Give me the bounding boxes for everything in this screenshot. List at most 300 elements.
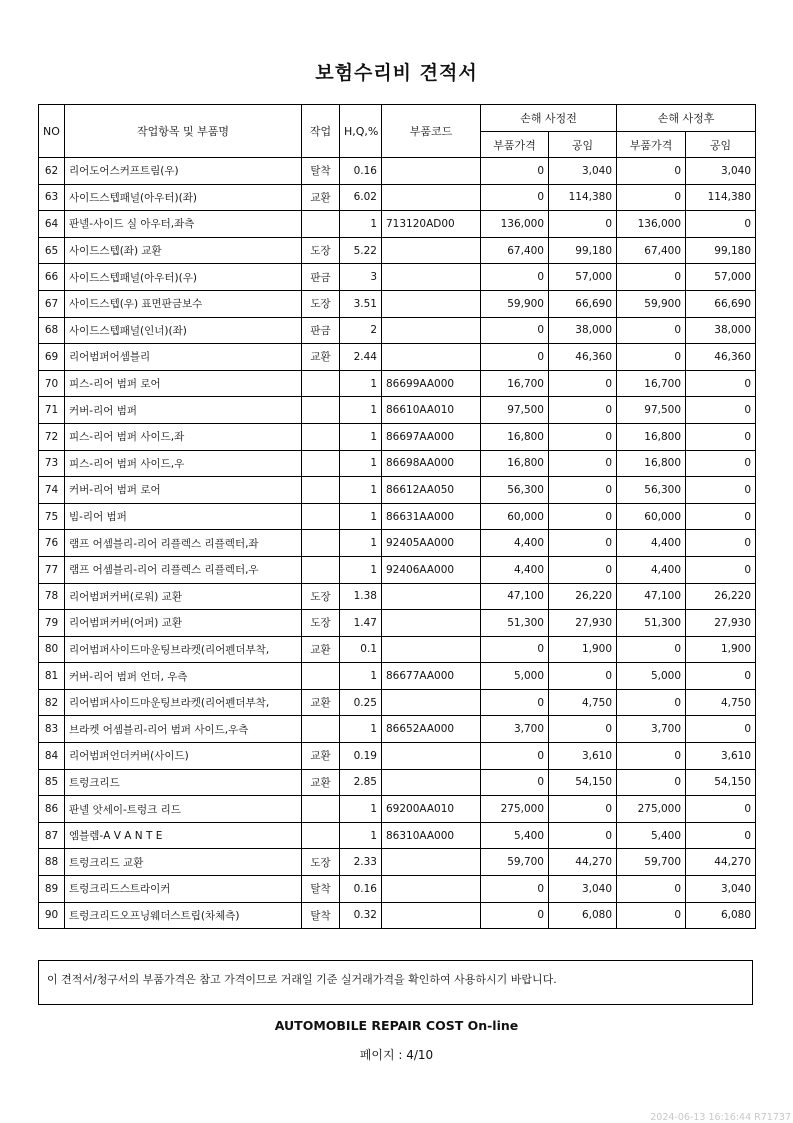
cell-before-labor: 0 (549, 477, 617, 504)
cell-item: 트렁크리드스트라이커 (65, 876, 302, 903)
cell-hq: 1 (340, 397, 382, 424)
table-row (39, 636, 756, 663)
cell-after-part-price: 59,900 (617, 290, 686, 317)
cell-item: 엠블렘-A V A N T E (65, 822, 302, 849)
cell-before-labor: 44,270 (549, 849, 617, 876)
cell-hq: 0.16 (340, 876, 382, 903)
table-row (39, 423, 756, 450)
cell-work: 탈착 (302, 902, 340, 929)
header-after: 손해 사정후 (617, 105, 756, 132)
cell-work: 도장 (302, 849, 340, 876)
cell-after-part-price: 0 (617, 769, 686, 796)
cell-work (302, 397, 340, 424)
cell-work: 탈착 (302, 158, 340, 185)
cell-no: 79 (39, 610, 65, 637)
cell-after-part-price: 3,700 (617, 716, 686, 743)
cell-after-labor: 54,150 (686, 769, 756, 796)
cell-code: 86610AA010 (382, 397, 481, 424)
cell-before-part-price: 59,900 (481, 290, 549, 317)
table-row (39, 211, 756, 238)
cell-item: 빔-리어 범퍼 (65, 503, 302, 530)
cell-hq: 1 (340, 211, 382, 238)
cell-hq: 1 (340, 423, 382, 450)
cell-hq: 1 (340, 822, 382, 849)
cell-hq: 1 (340, 530, 382, 557)
cell-item: 리어범퍼사이드마운팅브라켓(리어펜더부착, (65, 689, 302, 716)
cell-before-part-price: 136,000 (481, 211, 549, 238)
cell-work: 교환 (302, 184, 340, 211)
cell-item: 리어범퍼언더커버(사이드) (65, 743, 302, 770)
cell-before-labor: 27,930 (549, 610, 617, 637)
cell-before-part-price: 0 (481, 689, 549, 716)
cell-item: 판넬-사이드 실 아우터,좌측 (65, 211, 302, 238)
header-before-part-price: 부품가격 (481, 132, 549, 158)
cell-no: 75 (39, 503, 65, 530)
cell-no: 65 (39, 237, 65, 264)
table-row (39, 158, 756, 185)
cell-hq: 6.02 (340, 184, 382, 211)
cell-before-part-price: 60,000 (481, 503, 549, 530)
cell-before-labor: 46,360 (549, 344, 617, 371)
cell-before-part-price: 0 (481, 344, 549, 371)
cell-before-labor: 3,610 (549, 743, 617, 770)
cell-before-part-price: 275,000 (481, 796, 549, 823)
cell-before-part-price: 59,700 (481, 849, 549, 876)
cell-code: 69200AA010 (382, 796, 481, 823)
table-row (39, 477, 756, 504)
table-row (39, 689, 756, 716)
cell-hq: 1 (340, 716, 382, 743)
cell-code: 92406AA000 (382, 556, 481, 583)
cell-after-labor: 0 (686, 450, 756, 477)
cell-after-labor: 57,000 (686, 264, 756, 291)
cell-work: 탈착 (302, 876, 340, 903)
page-number: 페이지 : 4/10 (359, 1048, 434, 1062)
cell-code: 86631AA000 (382, 503, 481, 530)
header-before: 손해 사정전 (481, 105, 617, 132)
cell-code (382, 158, 481, 185)
cell-before-labor: 0 (549, 503, 617, 530)
cell-no: 74 (39, 477, 65, 504)
cell-after-labor: 0 (686, 423, 756, 450)
cell-code (382, 689, 481, 716)
cell-after-labor: 3,040 (686, 158, 756, 185)
cell-no: 87 (39, 822, 65, 849)
cell-after-labor: 1,900 (686, 636, 756, 663)
cell-no: 62 (39, 158, 65, 185)
cell-hq: 2 (340, 317, 382, 344)
cell-code (382, 636, 481, 663)
header-no: NO (39, 105, 65, 158)
cell-hq: 5.22 (340, 237, 382, 264)
cell-no: 81 (39, 663, 65, 690)
cell-work: 교환 (302, 769, 340, 796)
cell-no: 64 (39, 211, 65, 238)
cell-before-labor: 0 (549, 822, 617, 849)
cell-work (302, 663, 340, 690)
cell-no: 89 (39, 876, 65, 903)
cell-after-part-price: 0 (617, 344, 686, 371)
cell-work (302, 370, 340, 397)
cell-hq: 0.19 (340, 743, 382, 770)
cell-code (382, 610, 481, 637)
cell-after-part-price: 16,800 (617, 450, 686, 477)
cell-before-labor: 54,150 (549, 769, 617, 796)
cell-after-labor: 38,000 (686, 317, 756, 344)
cell-before-part-price: 5,000 (481, 663, 549, 690)
cell-item: 리어도어스커프트림(우) (65, 158, 302, 185)
cell-hq: 1 (340, 556, 382, 583)
cell-code: 86698AA000 (382, 450, 481, 477)
cell-before-labor: 66,690 (549, 290, 617, 317)
cell-after-part-price: 0 (617, 158, 686, 185)
cell-after-part-price: 4,400 (617, 530, 686, 557)
cell-code (382, 769, 481, 796)
cell-before-labor: 0 (549, 370, 617, 397)
cell-before-labor: 0 (549, 796, 617, 823)
cell-work: 교환 (302, 344, 340, 371)
cell-after-part-price: 5,400 (617, 822, 686, 849)
table-row (39, 344, 756, 371)
cell-before-part-price: 16,800 (481, 423, 549, 450)
cell-code (382, 743, 481, 770)
cell-after-labor: 0 (686, 397, 756, 424)
cell-hq: 2.44 (340, 344, 382, 371)
table-row (39, 876, 756, 903)
cell-before-part-price: 47,100 (481, 583, 549, 610)
cell-before-part-price: 0 (481, 158, 549, 185)
cell-before-part-price: 0 (481, 264, 549, 291)
cell-after-part-price: 60,000 (617, 503, 686, 530)
cell-no: 69 (39, 344, 65, 371)
header-code: 부품코드 (382, 105, 481, 158)
cell-item: 사이드스텝(우) 표면판금보수 (65, 290, 302, 317)
cell-hq: 0.1 (340, 636, 382, 663)
table-row (39, 317, 756, 344)
cell-after-labor: 0 (686, 503, 756, 530)
cell-work: 판금 (302, 317, 340, 344)
cell-item: 커버-리어 범퍼 언더, 우측 (65, 663, 302, 690)
cell-before-part-price: 16,700 (481, 370, 549, 397)
cell-item: 리어범퍼커버(어퍼) 교환 (65, 610, 302, 637)
cell-after-labor: 46,360 (686, 344, 756, 371)
cell-after-part-price: 56,300 (617, 477, 686, 504)
header-hq: H,Q,% (340, 105, 382, 158)
cell-after-part-price: 16,800 (617, 423, 686, 450)
cell-no: 71 (39, 397, 65, 424)
cell-hq: 1 (340, 477, 382, 504)
cell-code: 86310AA000 (382, 822, 481, 849)
cell-after-labor: 0 (686, 716, 756, 743)
cell-work (302, 716, 340, 743)
cell-work: 판금 (302, 264, 340, 291)
cell-item: 사이드스텝패널(아우터)(좌) (65, 184, 302, 211)
table-row (39, 370, 756, 397)
cell-before-part-price: 0 (481, 876, 549, 903)
cell-after-labor: 0 (686, 370, 756, 397)
cell-item: 피스-리어 범퍼 로어 (65, 370, 302, 397)
cell-item: 리어범퍼어셈블리 (65, 344, 302, 371)
header-before-labor: 공임 (549, 132, 617, 158)
header-after-labor: 공임 (686, 132, 756, 158)
document-title: 보험수리비 견적서 (315, 62, 478, 84)
cell-code: 86699AA000 (382, 370, 481, 397)
table-row (39, 184, 756, 211)
cell-before-labor: 114,380 (549, 184, 617, 211)
cell-no: 73 (39, 450, 65, 477)
cell-after-part-price: 0 (617, 184, 686, 211)
cell-after-part-price: 59,700 (617, 849, 686, 876)
cell-code (382, 290, 481, 317)
cell-work: 교환 (302, 689, 340, 716)
table-row (39, 769, 756, 796)
cell-code: 86612AA050 (382, 477, 481, 504)
cell-after-part-price: 0 (617, 689, 686, 716)
cell-item: 리어범퍼사이드마운팅브라켓(리어펜더부착, (65, 636, 302, 663)
print-timestamp: 2024-06-13 16:16:44 R71737 (650, 1112, 791, 1123)
cell-after-part-price: 51,300 (617, 610, 686, 637)
cell-before-labor: 0 (549, 397, 617, 424)
cell-work (302, 450, 340, 477)
cell-work: 교환 (302, 743, 340, 770)
cell-code (382, 902, 481, 929)
cell-after-part-price: 0 (617, 264, 686, 291)
cell-no: 85 (39, 769, 65, 796)
table-row (39, 530, 756, 557)
cell-after-part-price: 67,400 (617, 237, 686, 264)
cell-before-part-price: 51,300 (481, 610, 549, 637)
cell-after-labor: 0 (686, 477, 756, 504)
cell-before-part-price: 0 (481, 636, 549, 663)
cell-before-labor: 57,000 (549, 264, 617, 291)
cell-after-labor: 0 (686, 211, 756, 238)
cell-hq: 1.47 (340, 610, 382, 637)
cell-work (302, 477, 340, 504)
table-row (39, 743, 756, 770)
cell-code (382, 317, 481, 344)
cell-item: 사이드스텝패널(인너)(좌) (65, 317, 302, 344)
cell-after-part-price: 0 (617, 743, 686, 770)
cell-after-labor: 0 (686, 822, 756, 849)
cell-item: 피스-리어 범퍼 사이드,우 (65, 450, 302, 477)
cell-item: 판넬 앗세이-트렁크 리드 (65, 796, 302, 823)
cell-before-labor: 38,000 (549, 317, 617, 344)
cell-item: 램프 어셈블리-리어 리플렉스 리플렉터,우 (65, 556, 302, 583)
cell-work (302, 556, 340, 583)
cell-before-part-price: 0 (481, 769, 549, 796)
table-row (39, 902, 756, 929)
cell-hq: 0.32 (340, 902, 382, 929)
cell-before-labor: 6,080 (549, 902, 617, 929)
table-row (39, 237, 756, 264)
cell-no: 68 (39, 317, 65, 344)
cell-before-part-price: 4,400 (481, 556, 549, 583)
cell-item: 피스-리어 범퍼 사이드,좌 (65, 423, 302, 450)
table-row (39, 503, 756, 530)
cell-hq: 1.38 (340, 583, 382, 610)
cell-work: 교환 (302, 636, 340, 663)
header-work: 작업 (302, 105, 340, 158)
header-after-part-price: 부품가격 (617, 132, 686, 158)
cell-after-part-price: 275,000 (617, 796, 686, 823)
cell-item: 트렁크리드 교환 (65, 849, 302, 876)
cell-hq: 1 (340, 370, 382, 397)
cell-after-part-price: 0 (617, 636, 686, 663)
cell-hq: 2.33 (340, 849, 382, 876)
cell-before-labor: 0 (549, 211, 617, 238)
cell-item: 사이드스텝패널(아우터)(우) (65, 264, 302, 291)
cell-before-part-price: 0 (481, 317, 549, 344)
cell-item: 커버-리어 범퍼 (65, 397, 302, 424)
cell-after-part-price: 16,700 (617, 370, 686, 397)
cell-hq: 1 (340, 663, 382, 690)
cell-work: 도장 (302, 610, 340, 637)
cell-no: 80 (39, 636, 65, 663)
cell-hq: 0.16 (340, 158, 382, 185)
cell-code: 86652AA000 (382, 716, 481, 743)
cell-before-labor: 0 (549, 423, 617, 450)
cell-after-labor: 114,380 (686, 184, 756, 211)
cell-code (382, 849, 481, 876)
table-row (39, 796, 756, 823)
cell-after-labor: 6,080 (686, 902, 756, 929)
cell-item: 사이드스텝(좌) 교환 (65, 237, 302, 264)
cell-before-labor: 0 (549, 663, 617, 690)
cell-after-labor: 0 (686, 530, 756, 557)
cell-after-part-price: 0 (617, 317, 686, 344)
cell-before-part-price: 3,700 (481, 716, 549, 743)
cell-before-part-price: 97,500 (481, 397, 549, 424)
cell-before-labor: 1,900 (549, 636, 617, 663)
cell-after-part-price: 136,000 (617, 211, 686, 238)
cell-before-labor: 3,040 (549, 876, 617, 903)
cell-before-part-price: 0 (481, 184, 549, 211)
table-row (39, 610, 756, 637)
cell-before-labor: 26,220 (549, 583, 617, 610)
cell-code (382, 876, 481, 903)
cell-code (382, 237, 481, 264)
cell-after-labor: 26,220 (686, 583, 756, 610)
cell-before-part-price: 5,400 (481, 822, 549, 849)
footer-title: AUTOMOBILE REPAIR COST On-line (274, 1018, 519, 1033)
cell-after-labor: 3,040 (686, 876, 756, 903)
cell-after-labor: 4,750 (686, 689, 756, 716)
table-row (39, 290, 756, 317)
cell-work (302, 822, 340, 849)
table-body (39, 158, 756, 929)
table-row (39, 849, 756, 876)
cell-no: 70 (39, 370, 65, 397)
cell-before-part-price: 0 (481, 743, 549, 770)
cell-before-part-price: 4,400 (481, 530, 549, 557)
cell-after-labor: 3,610 (686, 743, 756, 770)
cell-work (302, 211, 340, 238)
cell-no: 63 (39, 184, 65, 211)
cell-hq: 2.85 (340, 769, 382, 796)
cell-after-part-price: 0 (617, 876, 686, 903)
cell-before-labor: 0 (549, 556, 617, 583)
cell-after-labor: 99,180 (686, 237, 756, 264)
cell-no: 88 (39, 849, 65, 876)
cell-no: 66 (39, 264, 65, 291)
cell-no: 90 (39, 902, 65, 929)
cell-work (302, 530, 340, 557)
table-row (39, 663, 756, 690)
cell-after-labor: 27,930 (686, 610, 756, 637)
cell-work: 도장 (302, 583, 340, 610)
cell-hq: 3.51 (340, 290, 382, 317)
price-notice: 이 견적서/청구서의 부품가격은 참고 가격이므로 거래일 기준 실거래가격을 확인하여 사용하시기 바랍니다. (38, 960, 753, 1005)
table-header-row (39, 105, 756, 132)
cell-item: 브라켓 어셈블리-리어 범퍼 사이드,우측 (65, 716, 302, 743)
cell-work: 도장 (302, 290, 340, 317)
cell-code (382, 344, 481, 371)
table-row (39, 397, 756, 424)
cell-no: 86 (39, 796, 65, 823)
cell-after-labor: 0 (686, 796, 756, 823)
cell-after-part-price: 97,500 (617, 397, 686, 424)
cell-code (382, 264, 481, 291)
cell-no: 84 (39, 743, 65, 770)
cell-before-part-price: 0 (481, 902, 549, 929)
cell-no: 72 (39, 423, 65, 450)
cell-after-labor: 66,690 (686, 290, 756, 317)
cell-before-labor: 0 (549, 716, 617, 743)
cell-code: 92405AA000 (382, 530, 481, 557)
cell-after-labor: 0 (686, 556, 756, 583)
cell-hq: 1 (340, 503, 382, 530)
table-row (39, 716, 756, 743)
cell-hq: 1 (340, 450, 382, 477)
table-row (39, 822, 756, 849)
cell-code (382, 184, 481, 211)
cell-work (302, 796, 340, 823)
cell-no: 82 (39, 689, 65, 716)
cell-item: 커버-리어 범퍼 로어 (65, 477, 302, 504)
cell-after-part-price: 4,400 (617, 556, 686, 583)
cell-before-part-price: 56,300 (481, 477, 549, 504)
cell-after-labor: 0 (686, 663, 756, 690)
cell-before-part-price: 16,800 (481, 450, 549, 477)
cell-hq: 0.25 (340, 689, 382, 716)
cell-hq: 3 (340, 264, 382, 291)
cell-before-part-price: 67,400 (481, 237, 549, 264)
table-row (39, 264, 756, 291)
cell-code: 86677AA000 (382, 663, 481, 690)
cell-before-labor: 99,180 (549, 237, 617, 264)
table-row (39, 556, 756, 583)
cell-no: 67 (39, 290, 65, 317)
cell-item: 트렁크리드오프닝웨더스트립(차체측) (65, 902, 302, 929)
cell-item: 램프 어셈블리-리어 리플렉스 리플렉터,좌 (65, 530, 302, 557)
cell-code (382, 583, 481, 610)
cell-after-part-price: 47,100 (617, 583, 686, 610)
cell-after-part-price: 0 (617, 902, 686, 929)
cell-hq: 1 (340, 796, 382, 823)
cell-work (302, 503, 340, 530)
cell-no: 78 (39, 583, 65, 610)
cell-after-labor: 44,270 (686, 849, 756, 876)
cell-item: 리어범퍼커버(로워) 교환 (65, 583, 302, 610)
cell-code: 713120AD00 (382, 211, 481, 238)
cell-after-part-price: 5,000 (617, 663, 686, 690)
table-row (39, 583, 756, 610)
cell-before-labor: 3,040 (549, 158, 617, 185)
cell-item: 트렁크리드 (65, 769, 302, 796)
cell-work: 도장 (302, 237, 340, 264)
table-row (39, 450, 756, 477)
estimate-table (38, 104, 756, 929)
